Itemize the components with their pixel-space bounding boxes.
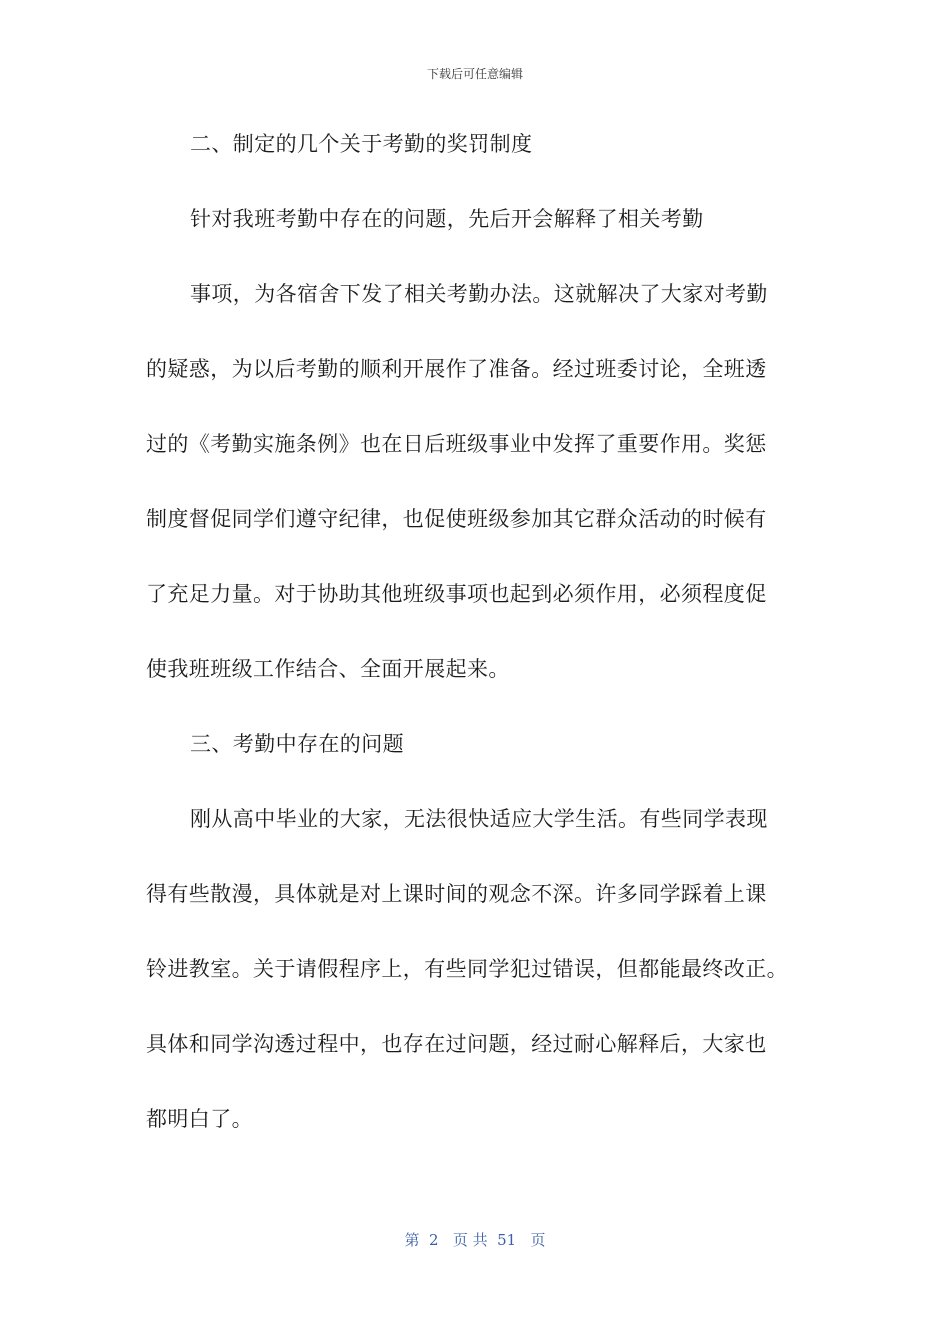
paragraph-line: 了充足力量。对于协助其他班级事项也起到必须作用，必须程度促 [146,582,767,606]
paragraph-line: 事项，为各宿舍下发了相关考勤办法。这就解决了大家对考勤 [190,282,768,306]
paragraph-line: 具体和同学沟透过程中，也存在过问题，经过耐心解释后，大家也 [146,1032,767,1056]
paragraph-line: 铃进教室。关于请假程序上，有些同学犯过错误，但都能最终改正。 [146,957,788,981]
paragraph-line: 使我班班级工作结合、全面开展起来。 [146,657,510,681]
page-header: 下载后可任意编辑 [426,67,523,81]
paragraph-line: 针对我班考勤中存在的问题，先后开会解释了相关考勤 [190,207,704,231]
paragraph-line: 得有些散漫，具体就是对上课时间的观念不深。许多同学踩着上课 [146,882,767,906]
paragraph-line: 制度督促同学们遵守纪律，也促使班级参加其它群众活动的时候有 [146,507,767,531]
paragraph-line: 刚从高中毕业的大家，无法很快适应大学生活。有些同学表现 [190,807,768,831]
section-heading-2: 二、制定的几个关于考勤的奖罚制度 [190,132,533,156]
section-heading-3: 三、考勤中存在的问题 [190,732,404,756]
paragraph-line: 过的《考勤实施条例》也在日后班级事业中发挥了重要作用。奖惩 [146,432,767,456]
page-number-footer: 第 2 页 共 51 页 [404,1231,546,1249]
paragraph-line: 都明白了。 [146,1107,253,1131]
paragraph-line: 的疑惑，为以后考勤的顺利开展作了准备。经过班委讨论，全班透 [146,357,767,381]
